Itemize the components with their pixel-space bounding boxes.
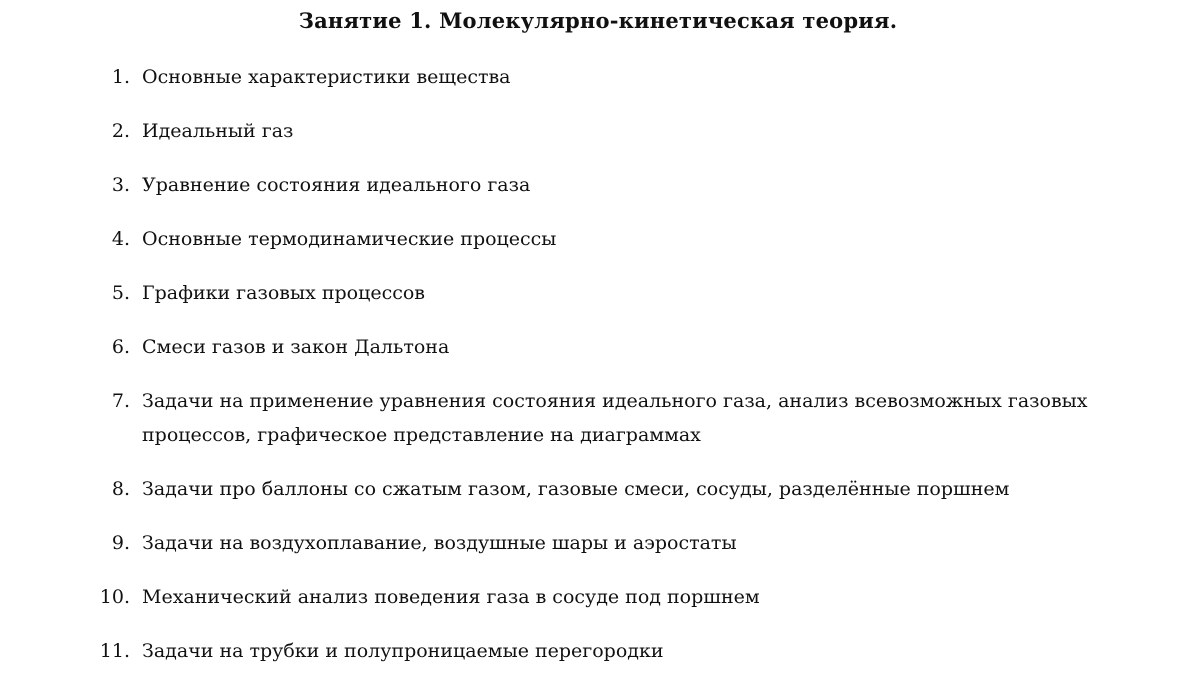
list-item xyxy=(0,222,1186,256)
list-item-text: Задачи на применение уравнения состояния идеального газа, анализ всевозможных газовых процессов, графическое представление на диаграммах xyxy=(142,390,1088,446)
list-item-number: 9. xyxy=(111,532,130,554)
list-item xyxy=(0,472,1186,506)
list-item-text: Графики газовых процессов xyxy=(142,282,425,304)
list-item-number: 8. xyxy=(111,478,130,500)
list-item-number: 4. xyxy=(111,228,130,250)
topic-list xyxy=(0,60,1186,668)
list-item-number: 3. xyxy=(111,174,130,196)
list-item-number: 11. xyxy=(99,640,130,662)
list-item xyxy=(0,580,1186,614)
list-item-text: Уравнение состояния идеального газа xyxy=(142,174,531,196)
list-item xyxy=(0,168,1186,202)
list-item-number: 7. xyxy=(111,390,130,412)
list-item xyxy=(0,330,1186,364)
list-item-text: Задачи на воздухоплавание, воздушные шары и аэростаты xyxy=(142,532,737,554)
list-item xyxy=(0,634,1186,668)
list-item-text: Идеальный газ xyxy=(142,120,294,142)
list-item-number: 6. xyxy=(111,336,130,358)
list-item-text: Задачи на трубки и полупроницаемые перегородки xyxy=(142,640,664,662)
list-item xyxy=(0,114,1186,148)
list-item xyxy=(0,276,1186,310)
list-item-number: 2. xyxy=(111,120,130,142)
list-item xyxy=(0,526,1186,560)
list-item-text: Смеси газов и закон Дальтона xyxy=(142,336,450,358)
list-item-number: 1. xyxy=(111,66,130,88)
list-item-text: Механический анализ поведения газа в сосуде под поршнем xyxy=(142,586,760,608)
list-item-text: Задачи про баллоны со сжатым газом, газовые смеси, сосуды, разделённые поршнем xyxy=(142,478,1010,500)
list-item-number: 5. xyxy=(111,282,130,304)
list-item xyxy=(0,384,1186,452)
list-item-text: Основные характеристики вещества xyxy=(142,66,511,88)
page-title: Занятие 1. Молекулярно-кинетическая теория. xyxy=(298,8,898,33)
list-item-number: 10. xyxy=(99,586,130,608)
list-item xyxy=(0,60,1186,94)
list-item-text: Основные термодинамические процессы xyxy=(142,228,557,250)
